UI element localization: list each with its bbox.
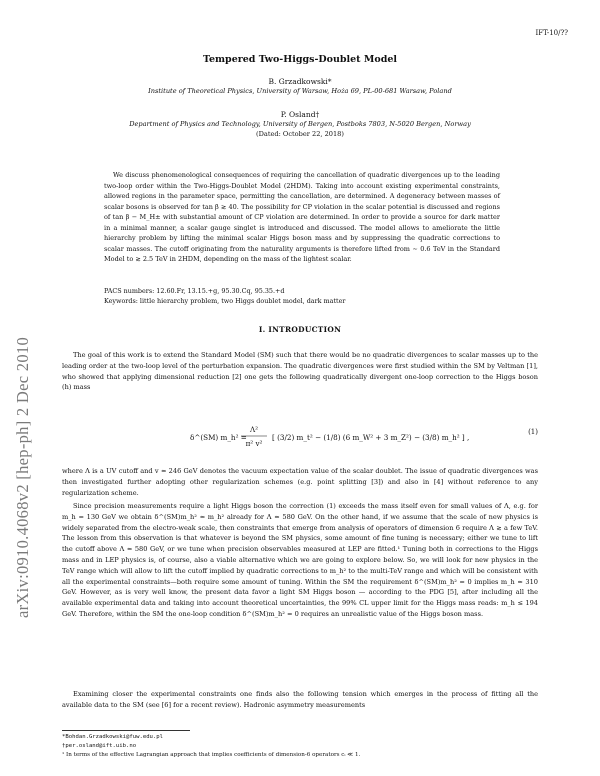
footnote-text: ¹ In terms of the effective Lagrangian approach that implies coefficients of dimension-6 operators cᵢ ≪ 1. bbox=[62, 752, 361, 758]
abstract: We discuss phenomenological consequences of requiring the cancellation of quadratic divergences up to the leading two-loop order within the Two-Higgs-Doublet Model (2HDM). Taking into account existing experimental constraints, allowed regions in the parameter space, permitting the cancellation, are determined. A degeneracy between masses of scalar bosons is observed for tan β ≳ 40. The possibility for CP violation in the scalar potential is discussed and regions of tan β − M_H± with substantial amount of CP violation are determined. In order to provide a source for dark matter in a minimal manner, a scalar gauge singlet is introduced and discussed. The model allows to ameliorate the little hierarchy problem by lifting the minimal scalar Higgs boson mass and by suppressing the quadratic corrections to scalar masses. The cutoff originating from the naturality arguments is therefore lifted from ∼ 0.6 TeV in the Standard Model to ≳ 2.5 TeV in 2HDM, depending on the mass of the lightest scalar. bbox=[104, 171, 500, 263]
arxiv-watermark: arXiv:0910.4068v2 [hep-ph] 2 Dec 2010 bbox=[13, 337, 32, 618]
footnote-email: *Bohdan.Grzadkowski@fuw.edu.pl bbox=[62, 734, 164, 740]
author-affiliation: Department of Physics and Technology, University of Bergen, Postboks 7803, N-5020 Bergen, Norway bbox=[129, 120, 471, 128]
body-paragraph: The goal of this work is to extend the Standard Model (SM) such that there would be no quadratic divergences to scalar masses up to the leading order at the two-loop level of the perturbation expansion. The quadratic divergences were first studied within the SM by Veltman [1], who showed that applying dimensional reduction [2] one gets the following quadratically divergent one-loop correction to the Higgs boson (h) mass bbox=[62, 351, 538, 392]
report-number: IFT-10/?? bbox=[535, 29, 568, 37]
keywords: Keywords: little hierarchy problem, two Higgs doublet model, dark matter bbox=[104, 297, 346, 305]
body-paragraph: where Λ is a UV cutoff and v ≃ 246 GeV denotes the vacuum expectation value of the scalar doublet. The issue of quadratic divergences was then investigated further adopting other regularization schemes (e.g. point splitting [3]) and also in [4] without reference to any regularization scheme. bbox=[62, 467, 538, 497]
author-affiliation: Institute of Theoretical Physics, University of Warsaw, Hoża 69, PL-00-681 Warsaw, Poland bbox=[148, 87, 452, 95]
author-name: P. Osland† bbox=[280, 110, 320, 119]
equation-number: (1) bbox=[528, 428, 538, 436]
author-name: B. Grzadkowski* bbox=[268, 77, 332, 86]
equation-graphic bbox=[62, 416, 538, 458]
paper-date: (Dated: October 22, 2018) bbox=[256, 130, 344, 138]
equation-1 bbox=[62, 416, 538, 458]
body-paragraph: Examining closer the experimental constraints one finds also the following tension which emerges in the process of fitting all the available data to the SM (see [6] for a recent review). Hadronic asymmetry measurements bbox=[62, 690, 538, 709]
pacs-numbers: PACS numbers: 12.60.Fr, 13.15.+g, 95.30.Cq, 95.35.+d bbox=[104, 287, 285, 295]
equation-numerator: Λ² bbox=[249, 425, 259, 434]
body-paragraph: Since precision measurements require a light Higgs boson the correction (1) exceeds the mass itself even for small values of Λ, e.g. for m_h = 130 GeV we obtain δ^(SM)m_h² ≃ m_h² already for Λ ≃ 580 GeV. On the other hand, if we assume that the scale of new physics is widely separated from the electro-weak scale, then constraints that emerge from analysis of operators of dimension 6 require Λ ≳ a few TeV. The lesson from this observation is that whatever is beyond the SM physics, some amount of fine tuning is necessary; either we tune to lift the cutoff above Λ ≃ 580 GeV, or we tune when precision observables measured at LEP are fitted.¹ Tuning both in corrections to the Higgs mass and in LEP physics is, of course, also a viable alternative which we are going to explore below. So, we will look for new physics in the TeV range which will allow to lift the cutoff implied by quadratic corrections to m_h² to the multi-TeV range and which will be consistent with all the experimental constraints—both require some amount of tuning. Within the SM the requirement δ^(SM)m_h² = 0 implies m_h ≃ 310 GeV. However, as is very well know, the present data favor a light SM Higgs boson — according to the PDG [5], after including all the available experimental data and taking into account theoretical uncertainties, the 99% CL upper limit for the Higgs mass reads: m_h ≤ 194 GeV. Therefore, within the SM the one-loop condition δ^(SM)m_h² = 0 requires an unrealistic value of the Higgs boson mass. bbox=[62, 502, 538, 618]
equation-lhs: δ^(SM) m_h² = bbox=[190, 433, 247, 442]
equation-denominator: π² v² bbox=[245, 439, 263, 448]
equation-body: [ (3/2) m_t² − (1/8) (6 m_W² + 3 m_Z²) − (3/8) m_h² ] , bbox=[272, 433, 470, 442]
footnote-email: †per.osland@ift.uib.no bbox=[62, 743, 137, 749]
footnote-rule bbox=[62, 730, 190, 731]
section-heading: I. INTRODUCTION bbox=[258, 325, 342, 334]
paper-title: Tempered Two-Higgs-Doublet Model bbox=[202, 54, 398, 65]
